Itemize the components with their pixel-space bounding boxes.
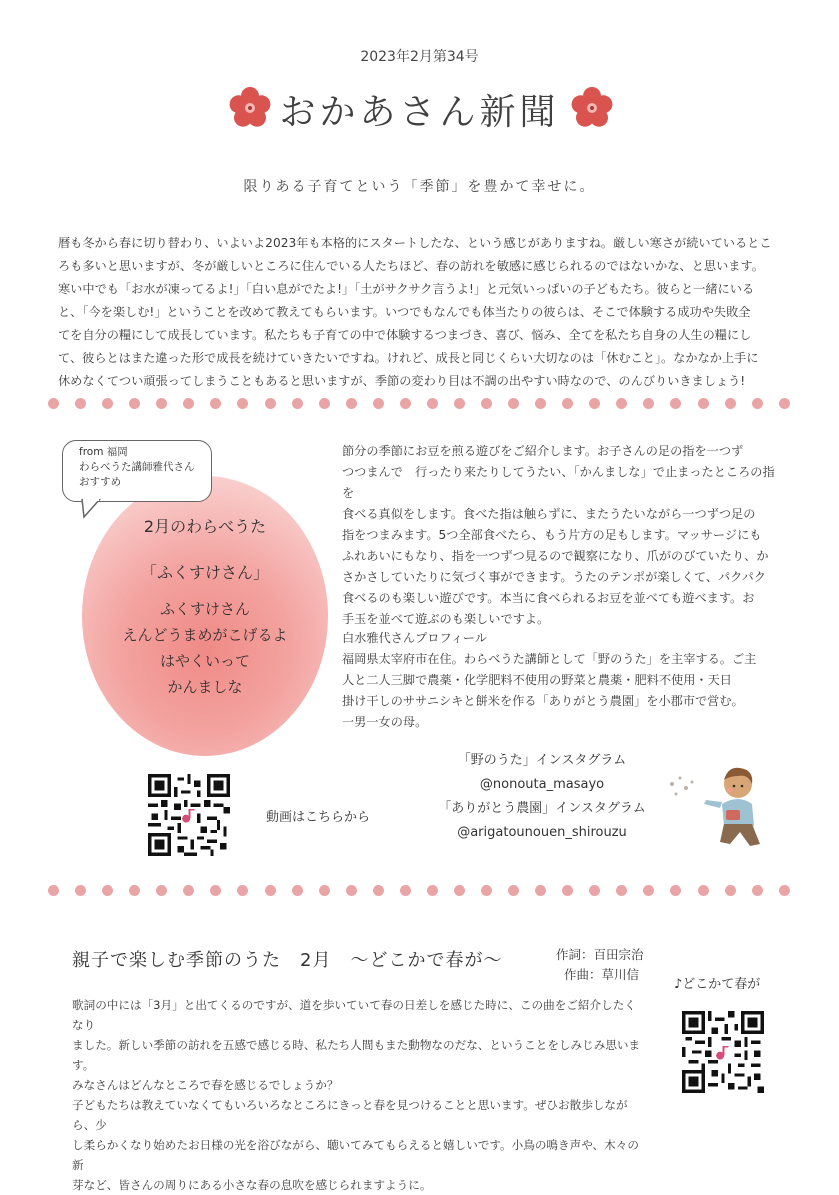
description-line: つつまんで 行ったり来たりしてうたい、「かんましな」で止まったところの指を bbox=[342, 465, 775, 500]
description-line: さかさしていたりに気づく事ができます。うたのテンポが楽しくて、パクパク bbox=[342, 570, 766, 584]
intro-line: と、「今を楽しむ!」ということを改めて教えてもらいます。いつでもなんでも体当たりの彼らは、そこで体験する成功や失敗全 bbox=[58, 305, 751, 319]
divider-dot bbox=[129, 885, 140, 896]
body-line: ました。新しい季節の訪れを五感で感じる時、私たち人間もまた動物なのだな、ということをしみじみ思います。 bbox=[72, 1038, 641, 1072]
bubble-line: from 福岡 bbox=[79, 446, 128, 458]
instagram-label: 「ありがとう農園」インスタグラム bbox=[438, 801, 646, 816]
divider-dot bbox=[698, 885, 709, 896]
body-line: 歌詞の中には「3月」と出てくるのですが、道を歩いていて春の日差しを感じた時に、この曲をご紹介したくなり bbox=[72, 998, 636, 1032]
divider-dot bbox=[698, 398, 709, 409]
divider-dot bbox=[319, 398, 330, 409]
dotted-divider bbox=[48, 883, 790, 897]
video-label: 動画はこちらから bbox=[266, 810, 371, 825]
description-line: 手玉を並べて遊ぶのも楽しいですよ。 bbox=[342, 612, 550, 626]
divider-dot bbox=[508, 398, 519, 409]
divider-dot bbox=[319, 885, 330, 896]
intro-line: てを自分の糧にして成長しています。私たちも子育ての中で体験するつまづき、喜び、悩み、全てを私たち自身の人生の糧にし bbox=[58, 328, 752, 342]
newspaper-title: おかあさん新聞 bbox=[279, 92, 560, 133]
description-line: ふれあいにもなり、指を一つずつ見るので観察になり、爪がのびていたり、か bbox=[342, 549, 769, 563]
body-line: 子どもたちは教えていなくてもいろいろなところにきっと春を見つけることと思います。ぜひお散歩しながら、少 bbox=[72, 1098, 628, 1132]
ume-flower-icon bbox=[570, 86, 614, 130]
divider-dot bbox=[562, 398, 573, 409]
qr-code-icon[interactable] bbox=[682, 1011, 764, 1093]
intro-line: ろも多いと思いますが、冬が厳しいところに住んでいる人たちほど、春の訪れを敏感に感じられるのではないかな、と思います。 bbox=[58, 259, 764, 273]
divider-dot bbox=[75, 885, 86, 896]
divider-dot bbox=[752, 885, 763, 896]
intro-line: 休めなくてつい頑張ってしまうこともあると思いますが、季節の変わり目は不調の出やすい時なので、のんびりいきましょう! bbox=[58, 374, 746, 388]
divider-dot bbox=[292, 885, 303, 896]
instagram-handle[interactable]: @arigatounouen_shirouzu bbox=[457, 825, 627, 840]
song-lyrics bbox=[82, 596, 328, 700]
bubble-line: おすすめ bbox=[79, 476, 122, 488]
divider-dot bbox=[156, 398, 167, 409]
warabeuta-description bbox=[342, 441, 778, 630]
divider-dot bbox=[373, 398, 384, 409]
qr-code-icon[interactable] bbox=[148, 774, 230, 856]
speech-bubble bbox=[62, 440, 212, 502]
description-line: 節分の季節にお豆を煎る遊びをご紹介します。お子さんの足の指を一つず bbox=[342, 444, 744, 458]
divider-dot bbox=[292, 398, 303, 409]
divider-dot bbox=[156, 885, 167, 896]
divider-dot bbox=[265, 885, 276, 896]
divider-dot bbox=[427, 398, 438, 409]
song-title: 「ふくすけさん」 bbox=[140, 563, 269, 582]
divider-dot bbox=[481, 398, 492, 409]
divider-dot bbox=[346, 398, 357, 409]
divider-dot bbox=[670, 398, 681, 409]
composer-credit: 作曲：草川信 bbox=[564, 967, 640, 982]
child-illustration-icon bbox=[664, 764, 768, 848]
profile-block bbox=[342, 628, 778, 733]
divider-dot bbox=[643, 398, 654, 409]
divider-dot bbox=[183, 398, 194, 409]
divider-dot bbox=[210, 398, 221, 409]
divider-dot bbox=[373, 885, 384, 896]
intro-paragraph bbox=[58, 232, 780, 393]
divider-dot bbox=[643, 885, 654, 896]
divider-dot bbox=[183, 885, 194, 896]
intro-line: 寒い中でも「お水が凍ってるよ!」「白い息がでたよ!」「土がサクサク言うよ!」と元気いっぱいの子どもたち。彼らと一緒にいる bbox=[58, 282, 755, 296]
divider-dot bbox=[616, 885, 627, 896]
intro-line: て、彼らとはまた違った形で成長を続けていきたいですね。けれど、成長と同じくらい大切なのは「休むこと」。なかなか上手に bbox=[58, 351, 759, 365]
description-line: 食べるのも楽しい遊びです。本当に食べられるお豆を並べても遊べます。お bbox=[342, 591, 755, 605]
description-line: 食べる真似をします。食べた指は触らずに、またうたいながら一つずつ足の bbox=[342, 507, 756, 521]
lyricist-credit: 作詞：百田宗治 bbox=[556, 947, 644, 962]
divider-dot bbox=[48, 398, 59, 409]
divider-dot bbox=[237, 398, 248, 409]
divider-dot bbox=[102, 398, 113, 409]
divider-dot bbox=[562, 885, 573, 896]
divider-dot bbox=[75, 398, 86, 409]
divider-dot bbox=[589, 398, 600, 409]
divider-dot bbox=[535, 398, 546, 409]
divider-dot bbox=[102, 885, 113, 896]
lyric-line: えんどうまめがこげるよ bbox=[122, 626, 288, 644]
divider-dot bbox=[400, 398, 411, 409]
divider-dot bbox=[237, 885, 248, 896]
divider-dot bbox=[670, 885, 681, 896]
profile-heading: 白水雅代さんプロフィール bbox=[342, 631, 488, 645]
warabeuta-heading: 2月のわらべうた bbox=[143, 517, 267, 536]
divider-dot bbox=[752, 398, 763, 409]
body-line: みなさんはどんなところで春を感じるでしょうか？ bbox=[72, 1078, 339, 1092]
intro-line: 暦も冬から春に切り替わり、いよいよ2023年も本格的にスタートしたな、という感じがありますね。厳しい寒さが続いているとこ bbox=[58, 236, 772, 250]
divider-dot bbox=[725, 885, 736, 896]
instagram-block bbox=[420, 749, 664, 845]
profile-line: 人と二人三脚で農薬・化学肥料不使用の野菜と農薬・肥料不使用・天日 bbox=[342, 673, 732, 687]
song-section-title: 親子で楽しむ季節のうた 2月 ～どこかで春が～ bbox=[72, 950, 503, 971]
profile-line: 掛け干しのササニシキと餅米を作る「ありがとう農園」を小郡市で営む。 bbox=[342, 694, 744, 708]
divider-dot bbox=[779, 885, 790, 896]
divider-dot bbox=[481, 885, 492, 896]
description-line: 指をつまみます。5つ全部食べたら、もう片方の足もします。マッサージにも bbox=[342, 528, 762, 542]
tagline: 限りある子育てという「季節」を豊かて幸せに。 bbox=[243, 179, 596, 195]
divider-dot bbox=[48, 885, 59, 896]
divider-dot bbox=[400, 885, 411, 896]
divider-dot bbox=[589, 885, 600, 896]
instagram-label: 「野のうた」インスタグラム bbox=[457, 753, 627, 768]
divider-dot bbox=[427, 885, 438, 896]
divider-dot bbox=[210, 885, 221, 896]
divider-dot bbox=[346, 885, 357, 896]
issue-number: 2023年2月第34号 bbox=[360, 49, 479, 65]
divider-dot bbox=[535, 885, 546, 896]
lyric-line: かんましな bbox=[167, 678, 243, 696]
divider-dot bbox=[454, 398, 465, 409]
divider-dot bbox=[129, 398, 140, 409]
instagram-handle[interactable]: @nonouta_masayo bbox=[479, 777, 605, 792]
lyric-line: ふくすけさん bbox=[159, 600, 250, 618]
divider-dot bbox=[454, 885, 465, 896]
body-line: し柔らかくなり始めたお日様の光を浴びながら、聴いてみてもらえると嬉しいです。小鳥の鳴き声や、木々の新 bbox=[72, 1138, 639, 1172]
dotted-divider bbox=[48, 396, 790, 410]
profile-line: 福岡県太宰府市在住。わらべうた講師として「野のうた」を主宰する。ご主 bbox=[342, 652, 757, 666]
qr-label: ♪どこかて春が bbox=[674, 977, 761, 992]
bubble-line: わらべうた講師雅代さん bbox=[79, 461, 195, 473]
divider-dot bbox=[725, 398, 736, 409]
lyric-line: はやくいって bbox=[159, 652, 250, 670]
divider-dot bbox=[616, 398, 627, 409]
song-section-body bbox=[72, 995, 642, 1195]
divider-dot bbox=[265, 398, 276, 409]
profile-line: 一男一女の母。 bbox=[342, 715, 428, 729]
divider-dot bbox=[779, 398, 790, 409]
body-line: 芽など、皆さんの周りにある小さな春の息吹を感じられますように。 bbox=[72, 1178, 432, 1192]
divider-dot bbox=[508, 885, 519, 896]
